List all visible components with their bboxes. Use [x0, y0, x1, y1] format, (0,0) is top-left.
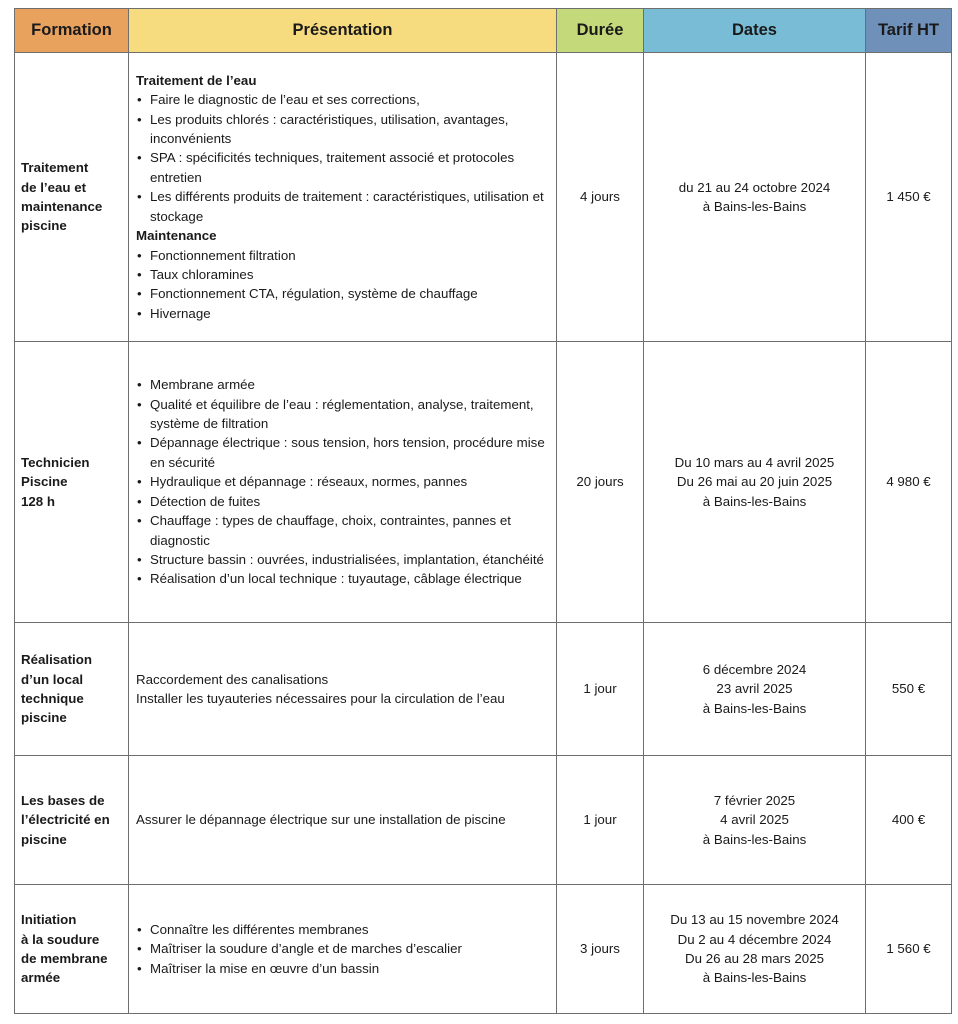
- date-line: 4 avril 2025: [720, 812, 789, 828]
- duree-cell: 1 jour: [557, 623, 644, 756]
- section-title: Traitement de l’eau: [136, 72, 257, 88]
- presentation-cell: [129, 53, 557, 342]
- bullet-item: • Faire le diagnostic de l’eau et ses corrections,: [136, 90, 548, 109]
- training-table-container: [14, 8, 952, 1014]
- formation-cell: [15, 885, 129, 1014]
- date-line: à Bains-les-Bains: [702, 493, 807, 509]
- bullet-list: [136, 920, 548, 978]
- formation-cell: [15, 53, 129, 342]
- formation-line: Piscine: [21, 474, 68, 490]
- bullet-item: • Chauffage : types de chauffage, choix, contraintes, pannes et diagnostic: [136, 511, 548, 550]
- table-row: [15, 53, 952, 342]
- table-row: [15, 756, 952, 885]
- presentation-line: Assurer le dépannage électrique sur une installation de piscine: [136, 812, 506, 828]
- bullet-item: • SPA : spécificités techniques, traitement associé et protocoles entretien: [136, 148, 548, 187]
- date-line: Du 13 au 15 novembre 2024: [670, 912, 839, 928]
- formation-line: de membrane: [21, 951, 108, 966]
- date-line: Du 10 mars au 4 avril 2025: [674, 454, 835, 470]
- tarif-cell: 550 €: [866, 623, 952, 756]
- formation-line: Technicien: [21, 454, 90, 470]
- formation-line: à la soudure: [21, 931, 100, 947]
- date-line: à Bains-les-Bains: [702, 831, 807, 847]
- bullet-list: [136, 246, 548, 324]
- formation-line: maintenance: [21, 199, 103, 214]
- bullet-list: [136, 375, 548, 588]
- dates-cell: [644, 53, 866, 342]
- bullet-item: • Les différents produits de traitement : caractéristiques, utilisation et stockage: [136, 187, 548, 226]
- header-presentation: Présentation: [129, 9, 557, 53]
- dates-cell: [644, 623, 866, 756]
- table-row: [15, 342, 952, 623]
- dates-cell: [644, 342, 866, 623]
- bullet-item: • Maîtriser la mise en œuvre d’un bassin: [136, 959, 548, 978]
- bullet-item: • Membrane armée: [136, 375, 548, 394]
- bullet-item: • Maîtriser la soudure d’angle et de marches d’escalier: [136, 939, 548, 958]
- formation-line: Traitement: [21, 160, 89, 176]
- bullet-item: • Structure bassin : ouvrées, industrialisées, implantation, étanchéité: [136, 550, 548, 569]
- bullet-item: • Détection de fuites: [136, 492, 548, 511]
- date-line: Du 2 au 4 décembre 2024: [677, 931, 832, 947]
- dates-cell: [644, 756, 866, 885]
- duree-cell: 1 jour: [557, 756, 644, 885]
- presentation-cell: [129, 885, 557, 1014]
- formation-line: piscine: [21, 831, 67, 847]
- header-formation: Formation: [15, 9, 129, 53]
- date-line: Du 26 au 28 mars 2025: [685, 951, 824, 966]
- presentation-cell: [129, 623, 557, 756]
- presentation-line: Raccordement des canalisations: [136, 671, 329, 687]
- formation-line: piscine: [21, 218, 67, 234]
- header-row: [15, 9, 952, 53]
- date-line: à Bains-les-Bains: [702, 700, 807, 716]
- date-line: du 21 au 24 octobre 2024: [678, 179, 831, 195]
- bullet-item: • Réalisation d’un local technique : tuyautage, câblage électrique: [136, 569, 548, 588]
- formation-line: l’électricité en: [21, 812, 110, 828]
- formation-cell: [15, 756, 129, 885]
- formation-cell: [15, 623, 129, 756]
- presentation-line: Installer les tuyauteries nécessaires pour la circulation de l’eau: [136, 691, 505, 706]
- date-line: 23 avril 2025: [716, 681, 793, 697]
- bullet-list: [136, 90, 548, 226]
- bullet-item: • Dépannage électrique : sous tension, hors tension, procédure mise en sécurité: [136, 433, 548, 472]
- formation-line: d’un local: [21, 671, 84, 687]
- presentation-cell: [129, 342, 557, 623]
- training-table: [14, 8, 952, 1014]
- date-line: à Bains-les-Bains: [702, 199, 807, 214]
- bullet-item: • Les produits chlorés : caractéristiques, utilisation, avantages, inconvénients: [136, 110, 548, 149]
- formation-cell: [15, 342, 129, 623]
- formation-line: technique: [21, 691, 84, 706]
- presentation-cell: [129, 756, 557, 885]
- tarif-cell: 400 €: [866, 756, 952, 885]
- tarif-cell: 1 450 €: [866, 53, 952, 342]
- section-title: Maintenance: [136, 228, 217, 244]
- formation-line: 128 h: [21, 493, 56, 509]
- formation-line: de l’eau et: [21, 179, 87, 195]
- formation-line: armée: [21, 970, 61, 986]
- date-line: 7 février 2025: [713, 792, 796, 808]
- header-duree: Durée: [557, 9, 644, 53]
- bullet-item: • Fonctionnement filtration: [136, 246, 548, 265]
- table-row: [15, 885, 952, 1014]
- duree-cell: 3 jours: [557, 885, 644, 1014]
- formation-line: Réalisation: [21, 652, 92, 668]
- bullet-item: • Connaître les différentes membranes: [136, 920, 548, 939]
- formation-line: piscine: [21, 710, 67, 726]
- tarif-cell: 1 560 €: [866, 885, 952, 1014]
- table-body: [15, 53, 952, 1014]
- date-line: 6 décembre 2024: [702, 661, 807, 677]
- dates-cell: [644, 885, 866, 1014]
- bullet-item: • Fonctionnement CTA, régulation, système de chauffage: [136, 284, 548, 303]
- duree-cell: 20 jours: [557, 342, 644, 623]
- table-row: [15, 623, 952, 756]
- header-tarif: Tarif HT: [866, 9, 952, 53]
- bullet-item: • Hivernage: [136, 304, 548, 323]
- tarif-cell: 4 980 €: [866, 342, 952, 623]
- formation-line: Initiation: [21, 912, 77, 928]
- bullet-item: • Qualité et équilibre de l’eau : réglementation, analyse, traitement, système de filtration: [136, 395, 548, 434]
- bullet-item: • Hydraulique et dépannage : réseaux, normes, pannes: [136, 472, 548, 491]
- date-line: à Bains-les-Bains: [702, 970, 807, 986]
- formation-line: Les bases de: [21, 792, 105, 808]
- bullet-item: • Taux chloramines: [136, 265, 548, 284]
- header-dates: Dates: [644, 9, 866, 53]
- date-line: Du 26 mai au 20 juin 2025: [676, 474, 833, 490]
- duree-cell: 4 jours: [557, 53, 644, 342]
